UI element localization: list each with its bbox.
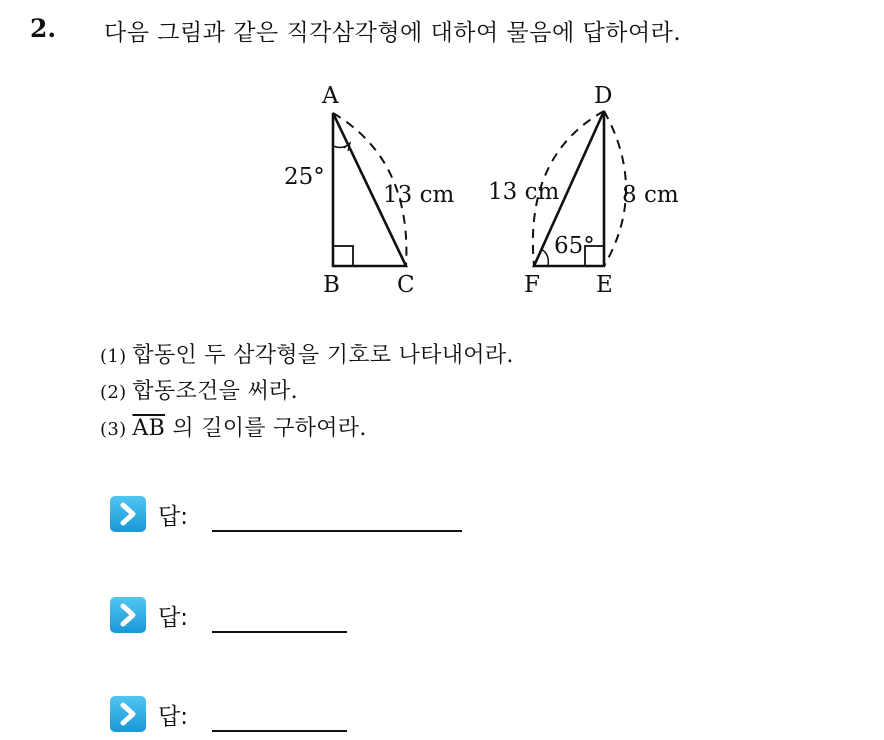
angle-label-f: 65° [554,233,595,259]
segment-ab: $\overline{AB}$ [132,416,166,441]
vertex-label-c: C [397,272,415,298]
chevron-right-icon [110,597,146,633]
answer-blank-2[interactable] [212,631,347,633]
vertex-label-d: D [594,83,613,109]
side-label-de: 8 cm [622,182,679,208]
triangle-figure [0,0,884,320]
subquestion-text: 합동조건을 써라. [132,379,298,404]
side-label-df: 13 cm [488,179,560,205]
answer-row-2 [110,597,370,637]
vertex-label-a: A [322,83,339,109]
subquestion-number: (2) [100,382,127,403]
vertex-label-e: E [596,272,613,298]
angle-label-a: 25° [284,164,325,190]
answer-blank-3[interactable] [212,730,347,732]
subquestion-text: 의 길이를 구하여라. [172,416,367,441]
question-number: 2. [30,14,57,43]
answer-label: 답: [158,704,188,730]
side-label-ac: 13 cm [383,182,455,208]
chevron-right-icon [110,696,146,732]
vertex-label-b: B [323,272,340,298]
answer-label: 답: [158,504,188,530]
answer-label: 답: [158,605,188,631]
subquestion-2 [100,374,298,405]
subquestion-number: (1) [100,346,127,367]
subquestion-text: 합동인 두 삼각형을 기호로 나타내어라. [132,343,514,368]
answer-row-1 [110,496,470,536]
answer-blank-1[interactable] [212,530,462,532]
question-text: 다음 그림과 같은 직각삼각형에 대하여 물음에 답하여라. [104,20,682,46]
subquestion-1 [100,338,514,369]
chevron-right-icon [110,496,146,532]
answer-row-3 [110,696,370,736]
vertex-label-f: F [524,272,540,298]
subquestion-number: (3) [100,419,127,440]
subquestion-3 [100,411,367,442]
